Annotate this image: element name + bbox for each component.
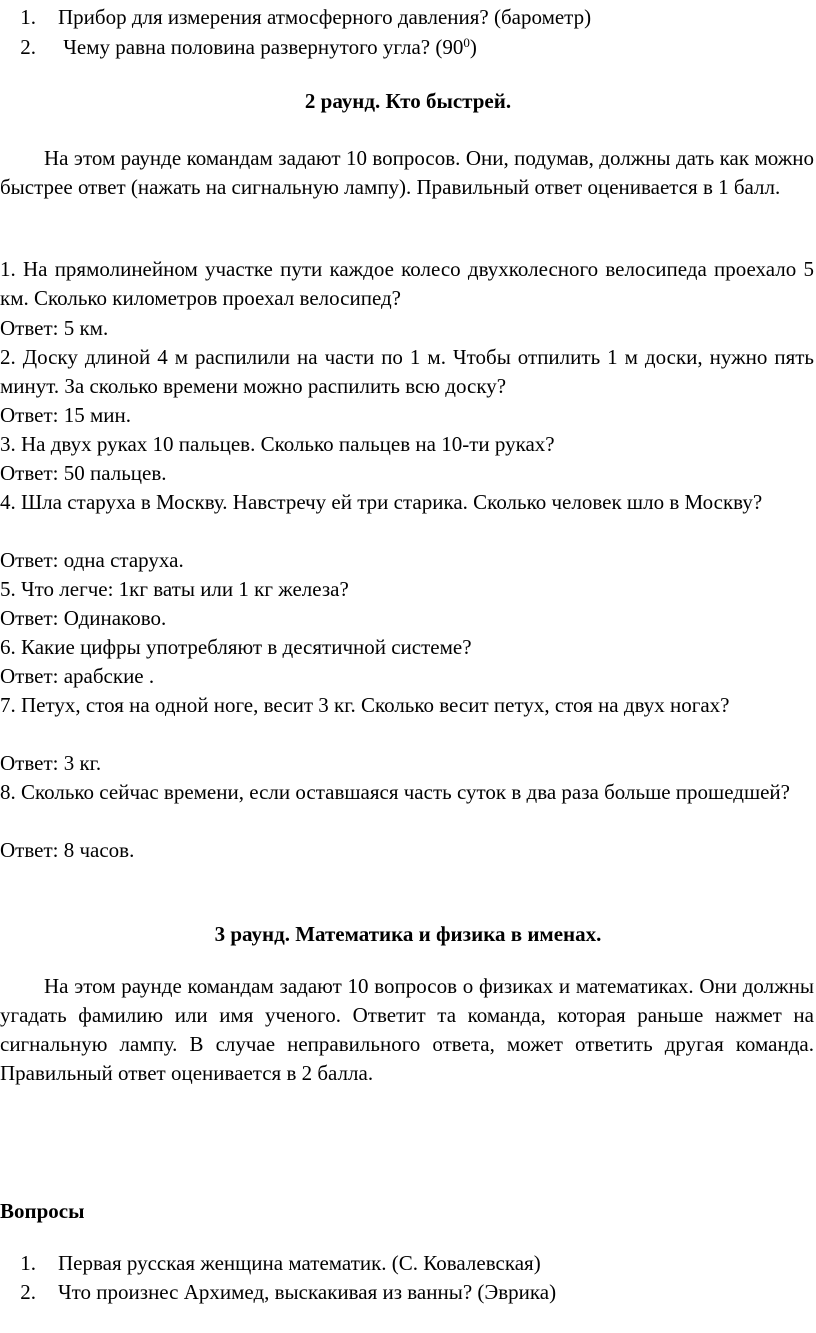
- round2-answer-2: Ответ: 15 мин.: [0, 403, 131, 427]
- round2-answer-8: Ответ: 8 часов.: [0, 838, 135, 862]
- list-number: 1.: [20, 1251, 36, 1275]
- list-text: Первая русская женщина математик. (С. Ковалевская): [58, 1251, 541, 1275]
- round2-question-1: 1. На прямолинейном участке пути каждое колесо двухколесного велосипеда проехало 5 км. Сколько километров проехал велосипед?: [0, 257, 814, 310]
- round2-question-8: 8. Сколько сейчас времени, если оставшаяся часть суток в два раза больше прошедшей?: [0, 780, 790, 804]
- list-number: 1.: [20, 5, 36, 29]
- top-list-item-1: [0, 3, 591, 32]
- round2-answer-1: Ответ: 5 км.: [0, 316, 109, 340]
- round3-question-2: [0, 1278, 556, 1307]
- superscript-degree: 0: [463, 35, 470, 50]
- round2-intro: На этом раунде командам задают 10 вопросов. Они, подумав, должны дать как можно быстрее ответ (нажать на сигнальную лампу). Правильный ответ оценивается в 1 балл.: [0, 146, 814, 199]
- round2-answer-7: Ответ: 3 кг.: [0, 751, 102, 775]
- round3-heading: 3 раунд. Математика и физика в именах.: [214, 922, 602, 946]
- round3-question-1: [0, 1249, 541, 1278]
- round2-question-2: 2. Доску длиной 4 м распилили на части по 1 м. Чтобы отпилить 1 м доски, нужно пять минут. За сколько времени можно распилить всю доску?: [0, 345, 814, 398]
- round2-question-7: 7. Петух, стоя на одной ноге, весит 3 кг. Сколько весит петух, стоя на двух ногах?: [0, 693, 730, 717]
- round2-answer-3: Ответ: 50 пальцев.: [0, 461, 167, 485]
- round2-answer-5: Ответ: Одинаково.: [0, 606, 167, 630]
- top-list-item-2: [0, 33, 477, 62]
- round2-question-4: 4. Шла старуха в Москву. Навстречу ей три старика. Сколько человек шло в Москву?: [0, 490, 763, 514]
- list-text: Прибор для измерения атмосферного давления? (барометр): [58, 5, 592, 29]
- round2-heading: 2 раунд. Кто быстрей.: [304, 89, 512, 113]
- round2-question-3: 3. На двух руках 10 пальцев. Сколько пальцев на 10-ти руках?: [0, 432, 555, 456]
- list-text: Что произнес Архимед, выскакивая из ванны? (Эврика): [58, 1280, 557, 1304]
- list-text-after: ): [469, 35, 477, 59]
- round2-question-5: 5. Что легче: 1кг ваты или 1 кг железа?: [0, 577, 349, 601]
- round3-intro: На этом раунде командам задают 10 вопросов о физиках и математиках. Они должны угадать фамилию или имя ученого. Ответит та команда, которая раньше нажмет на сигнальную лампу. В случае неправильного ответа, может ответить другая команда. Правильный ответ оценивается в 2 балла.: [0, 974, 814, 1085]
- list-text: Чему равна половина развернутого угла? (90: [58, 35, 464, 59]
- list-number: 2.: [20, 35, 36, 59]
- round2-question-6: 6. Какие цифры употребляют в десятичной системе?: [0, 635, 472, 659]
- list-number: 2.: [20, 1280, 36, 1304]
- round2-answer-4: Ответ: одна старуха.: [0, 548, 184, 572]
- questions-heading: Вопросы: [0, 1199, 85, 1223]
- round2-answer-6: Ответ: арабские .: [0, 664, 155, 688]
